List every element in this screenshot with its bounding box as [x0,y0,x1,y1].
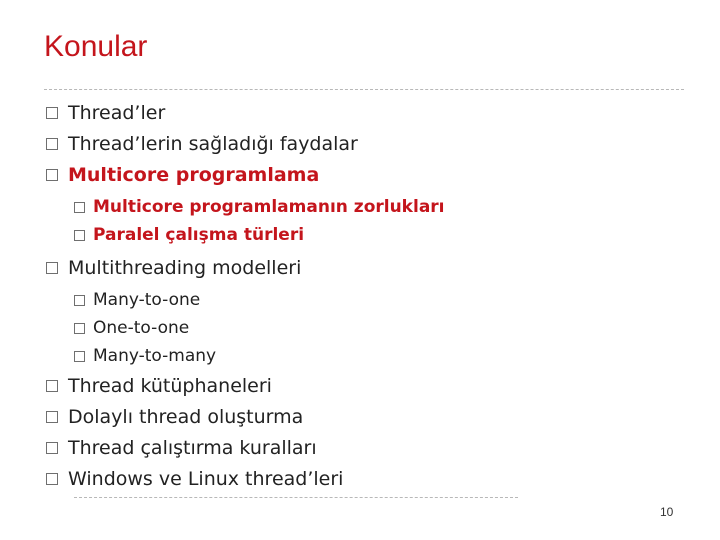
sub-list-item-label: Multicore programlamanın zorlukları [93,197,445,217]
sub-list-item [46,342,706,370]
sub-list-item-label: Many-to-one [93,290,201,310]
list-item [46,159,706,190]
list-item-label: Thread’lerin sağladığı faydalar [68,132,358,155]
list-item-label: Windows ve Linux thread’leri [68,467,344,490]
square-bullet-icon [46,380,58,392]
list-item [46,432,706,463]
sub-list-item [46,314,706,342]
square-bullet-icon [46,138,58,150]
list-item [46,463,706,494]
sub-list-item [46,286,706,314]
list-item-label: Thread’ler [68,101,166,124]
square-bullet-icon [74,202,85,213]
sub-list-item [46,221,706,249]
square-bullet-icon [46,169,58,181]
list-item [46,128,706,159]
square-bullet-icon [46,411,58,423]
square-bullet-icon [74,230,85,241]
list-item [46,97,706,128]
topic-list [46,97,706,494]
square-bullet-icon [46,442,58,454]
list-item [46,401,706,432]
sub-list-item-label: One-to-one [93,318,190,338]
square-bullet-icon [46,473,58,485]
sub-list-item-label: Paralel çalışma türleri [93,225,305,245]
square-bullet-icon [46,107,58,119]
square-bullet-icon [74,295,85,306]
page-number: 10 [660,505,674,519]
list-item [46,370,706,401]
list-item-label: Thread kütüphaneleri [68,374,272,397]
footer-divider [74,497,518,498]
sub-list-item [46,193,706,221]
slide-title: Konular [44,30,148,63]
square-bullet-icon [46,262,58,274]
list-item-label: Multicore programlama [68,163,320,186]
title-divider [44,89,684,90]
sub-list-item-label: Many-to-many [93,346,217,366]
list-item [46,252,706,283]
list-item-label: Thread çalıştırma kuralları [68,436,317,459]
list-item-label: Dolaylı thread oluşturma [68,405,304,428]
list-item-label: Multithreading modelleri [68,256,302,279]
square-bullet-icon [74,351,85,362]
square-bullet-icon [74,323,85,334]
